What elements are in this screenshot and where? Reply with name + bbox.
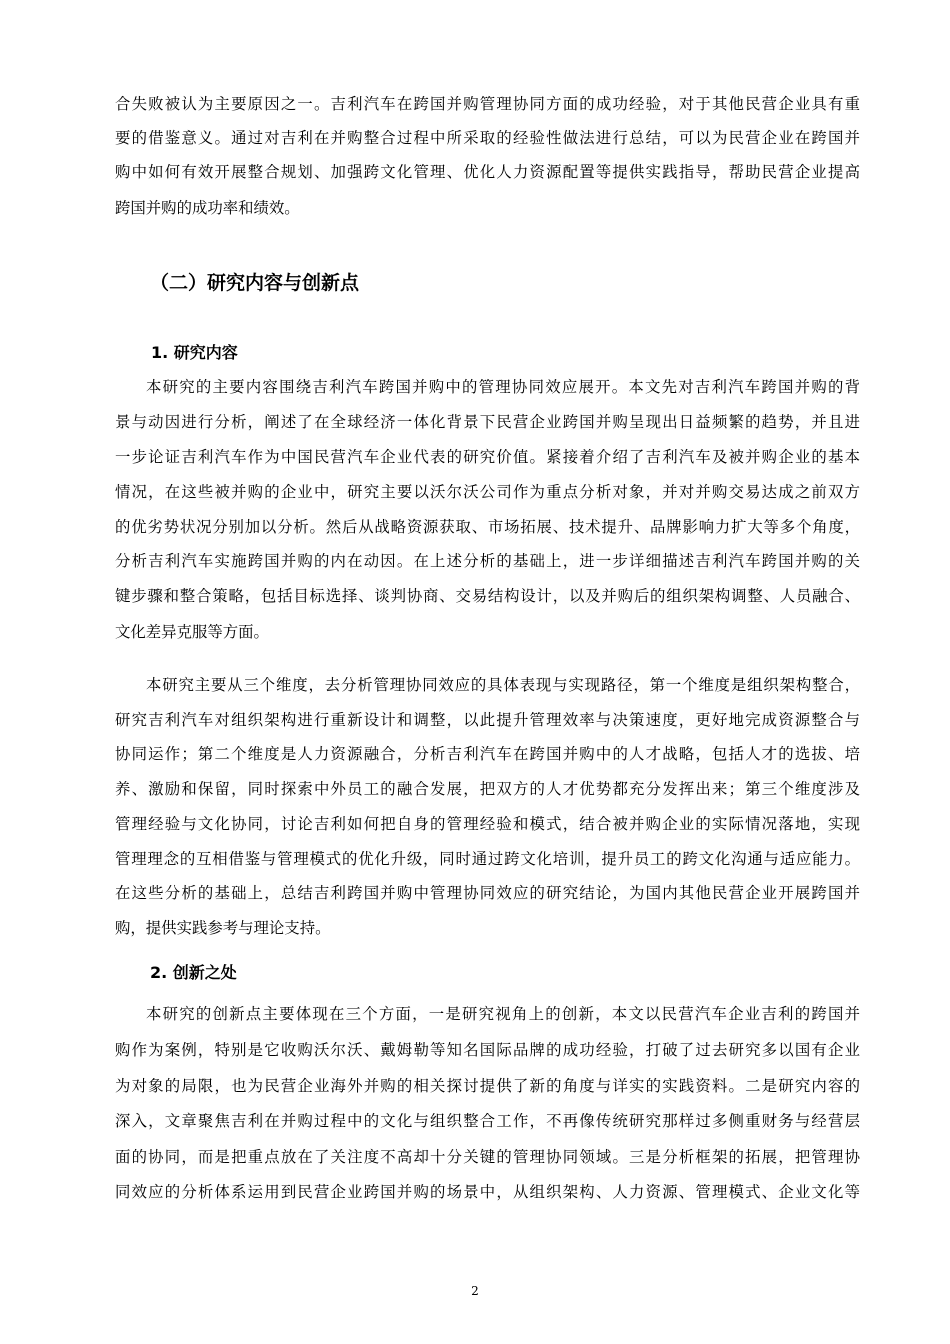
para3-line-8: 购，提供实践参考与理论支持。 bbox=[115, 919, 331, 937]
para3-line-2: 研究吉利汽车对组织架构进行重新设计和调整，以此提升管理效率与决策速度，更好地完成资源整合与 bbox=[115, 711, 860, 729]
para2-line-8: 文化差异克服等方面。 bbox=[115, 623, 269, 641]
para3-line-5: 管理经验与文化协同，讨论吉利如何把自身的管理经验和模式，结合被并购企业的实际情况落地，实现 bbox=[115, 815, 860, 833]
subheading-innovation: 2. 创新之处 bbox=[150, 963, 237, 982]
para2-line-4: 情况，在这些被并购的企业中，研究主要以沃尔沃公司作为重点分析对象，并对并购交易达成之前双方 bbox=[115, 483, 860, 501]
para4-line-2: 购作为案例，特别是它收购沃尔沃、戴姆勒等知名国际品牌的成功经验，打破了过去研究多以国有企业 bbox=[115, 1041, 860, 1059]
para2-line-3: 一步论证吉利汽车作为中国民营汽车企业代表的研究价值。紧接着介绍了吉利汽车及被并购企业的基本 bbox=[115, 448, 860, 466]
para2-line-7: 键步骤和整合策略，包括目标选择、谈判协商、交易结构设计，以及并购后的组织架构调整、人员融合、 bbox=[115, 587, 860, 605]
page-number: 2 bbox=[471, 1284, 479, 1298]
para1-line-2: 要的借鉴意义。通过对吉利在并购整合过程中所采取的经验性做法进行总结，可以为民营企业在跨国并 bbox=[115, 129, 860, 147]
para4-line-6: 同效应的分析体系运用到民营企业跨国并购的场景中，从组织架构、人力资源、管理模式、企业文化等 bbox=[115, 1183, 860, 1201]
para3-line-3: 协同运作；第二个维度是人力资源融合，分析吉利汽车在跨国并购中的人才战略，包括人才的选拔、培 bbox=[115, 745, 860, 763]
para2-line-1: 本研究的主要内容围绕吉利汽车跨国并购中的管理协同效应展开。本文先对吉利汽车跨国并购的背 bbox=[146, 378, 860, 396]
para1-line-4: 跨国并购的成功率和绩效。 bbox=[115, 199, 300, 217]
para3-line-7: 在这些分析的基础上，总结吉利跨国并购中管理协同效应的研究结论，为国内其他民营企业开展跨国并 bbox=[115, 884, 860, 902]
para4-line-5: 面的协同，而是把重点放在了关注度不高却十分关键的管理协同领域。三是分析框架的拓展，把管理协 bbox=[115, 1148, 860, 1166]
section-heading: （二）研究内容与创新点 bbox=[150, 272, 360, 294]
para1-line-3: 购中如何有效开展整合规划、加强跨文化管理、优化人力资源配置等提供实践指导，帮助民营企业提高 bbox=[115, 163, 860, 181]
para4-line-1: 本研究的创新点主要体现在三个方面，一是研究视角上的创新，本文以民营汽车企业吉利的跨国并 bbox=[146, 1005, 860, 1023]
para1-line-1: 合失败被认为主要原因之一。吉利汽车在跨国并购管理协同方面的成功经验，对于其他民营企业具有重 bbox=[115, 95, 860, 113]
para3-line-6: 管理理念的互相借鉴与管理模式的优化升级，同时通过跨文化培训，提升员工的跨文化沟通与适应能力。 bbox=[115, 850, 860, 868]
para2-line-5: 的优劣势状况分别加以分析。然后从战略资源获取、市场拓展、技术提升、品牌影响力扩大等多个角度， bbox=[115, 518, 860, 536]
para3-line-1: 本研究主要从三个维度，去分析管理协同效应的具体表现与实现路径，第一个维度是组织架构整合， bbox=[146, 676, 860, 694]
para3-line-4: 养、激励和保留，同时探索中外员工的融合发展，把双方的人才优势都充分发挥出来；第三个维度涉及 bbox=[115, 780, 860, 798]
para2-line-6: 分析吉利汽车实施跨国并购的内在动因。在上述分析的基础上，进一步详细描述吉利汽车跨国并购的关 bbox=[115, 552, 860, 570]
para4-line-3: 为对象的局限，也为民营企业海外并购的相关探讨提供了新的角度与详实的实践资料。二是研究内容的 bbox=[115, 1077, 860, 1095]
para2-line-2: 景与动因进行分析，阐述了在全球经济一体化背景下民营企业跨国并购呈现出日益频繁的趋势，并且进 bbox=[115, 413, 860, 431]
para4-line-4: 深入，文章聚焦吉利在并购过程中的文化与组织整合工作，不再像传统研究那样过多侧重财务与经营层 bbox=[115, 1112, 860, 1130]
subheading-research-content: 1. 研究内容 bbox=[151, 343, 238, 362]
